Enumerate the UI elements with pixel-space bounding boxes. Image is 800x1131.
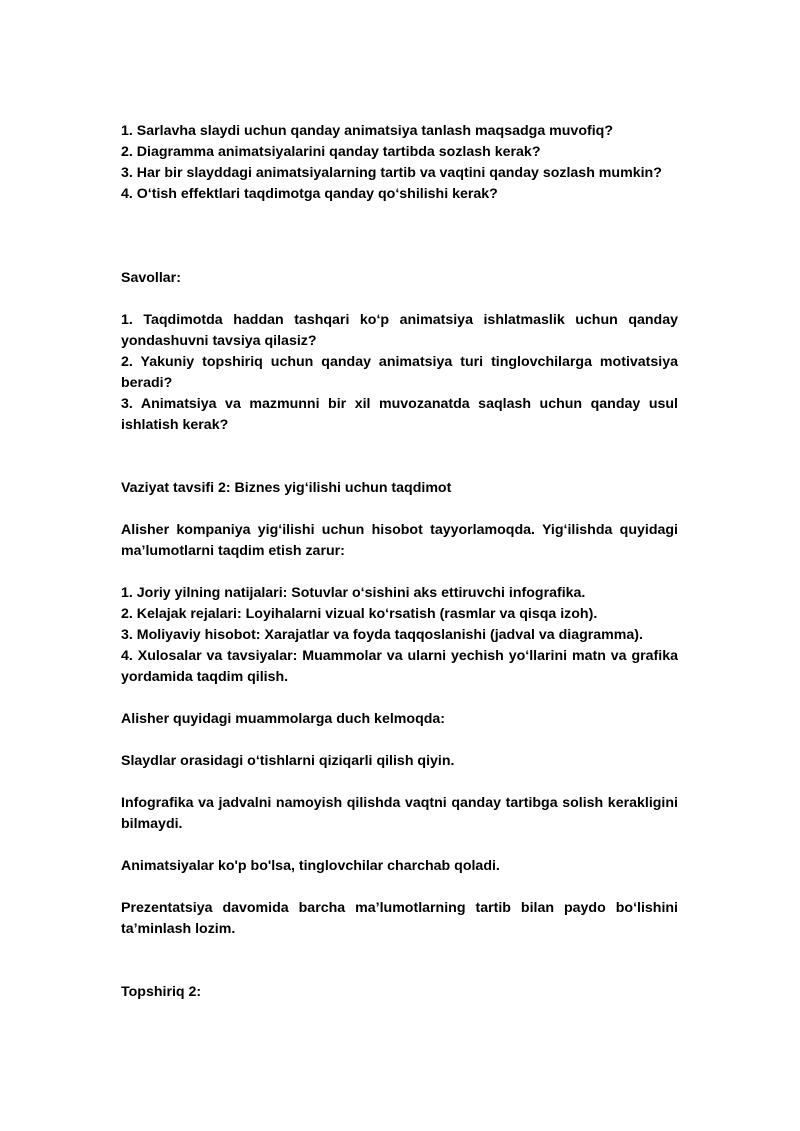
problem-item-4: Prezentatsiya davomida barcha ma’lumotlarning tartib bilan paydo bo‘lishini ta’minlash lozim. xyxy=(121,900,678,937)
intro-question-3: 3. Har bir slayddagi animatsiyalarning tartib va vaqtini qanday sozlash mumkin? xyxy=(121,165,662,181)
problem-item-3: Animatsiyalar ko'p bo'lsa, tinglovchilar charchab qoladi. xyxy=(121,858,500,874)
case2-list-item-2: 2. Kelajak rejalari: Loyihalarni vizual ko‘rsatish (rasmlar va qisqa izoh). xyxy=(121,606,598,622)
intro-question-4: 4. O‘tish effektlari taqdimotga qanday qo‘shilishi kerak? xyxy=(121,186,498,202)
spacer xyxy=(121,562,678,583)
problem-item-2: Infografika va jadvalni namoyish qilishda vaqtni qanday tartibga solish kerakligini bilmaydi. xyxy=(121,795,678,832)
case2-list-item-3: 3. Moliyaviy hisobot: Xarajatlar va foyda taqqoslanishi (jadval va diagramma). xyxy=(121,627,643,643)
case2-list-item-1: 1. Joriy yilning natijalari: Sotuvlar o‘sishini aks ettiruvchi infografika. xyxy=(121,585,586,601)
spacer xyxy=(121,730,678,751)
spacer xyxy=(121,772,678,793)
savollar-item-3: 3. Animatsiya va mazmunni bir xil muvozanatda saqlash uchun qanday usul ishlatish kerak? xyxy=(121,396,678,433)
savollar-item-1: 1. Taqdimotda haddan tashqari ko‘p animatsiya ishlatmaslik uchun qanday yondashuvni tavsiya qilasiz? xyxy=(121,312,678,349)
spacer xyxy=(121,436,678,478)
intro-question-2: 2. Diagramma animatsiyalarini qanday tartibda sozlash kerak? xyxy=(121,144,541,160)
spacer xyxy=(121,877,678,898)
spacer xyxy=(121,940,678,982)
spacer xyxy=(121,499,678,520)
spacer xyxy=(121,289,678,310)
document-content xyxy=(121,121,678,1003)
problem-item-1: Slaydlar orasidagi o‘tishlarni qiziqarli qilish qiyin. xyxy=(121,753,455,769)
problems-heading: Alisher quyidagi muammolarga duch kelmoqda: xyxy=(121,711,446,727)
spacer xyxy=(121,688,678,709)
savollar-item-2: 2. Yakuniy topshiriq uchun qanday animatsiya turi tinglovchilarga motivatsiya beradi? xyxy=(121,354,678,391)
case2-title: Vaziyat tavsifi 2: Biznes yig‘ilishi uchun taqdimot xyxy=(121,480,452,496)
case2-intro: Alisher kompaniya yig‘ilishi uchun hisobot tayyorlamoqda. Yig‘ilishda quyidagi ma’lumotlarni taqdim etish zarur: xyxy=(121,522,678,559)
spacer xyxy=(121,835,678,856)
task2-heading: Topshiriq 2: xyxy=(121,984,202,1000)
intro-question-1: 1. Sarlavha slaydi uchun qanday animatsiya tanlash maqsadga muvofiq? xyxy=(121,123,613,139)
case2-list-item-4: 4. Xulosalar va tavsiyalar: Muammolar va ularni yechish yo‘llarini matn va grafika yordamida taqdim qilish. xyxy=(121,648,678,685)
spacer xyxy=(121,205,678,268)
savollar-heading: Savollar: xyxy=(121,270,181,286)
